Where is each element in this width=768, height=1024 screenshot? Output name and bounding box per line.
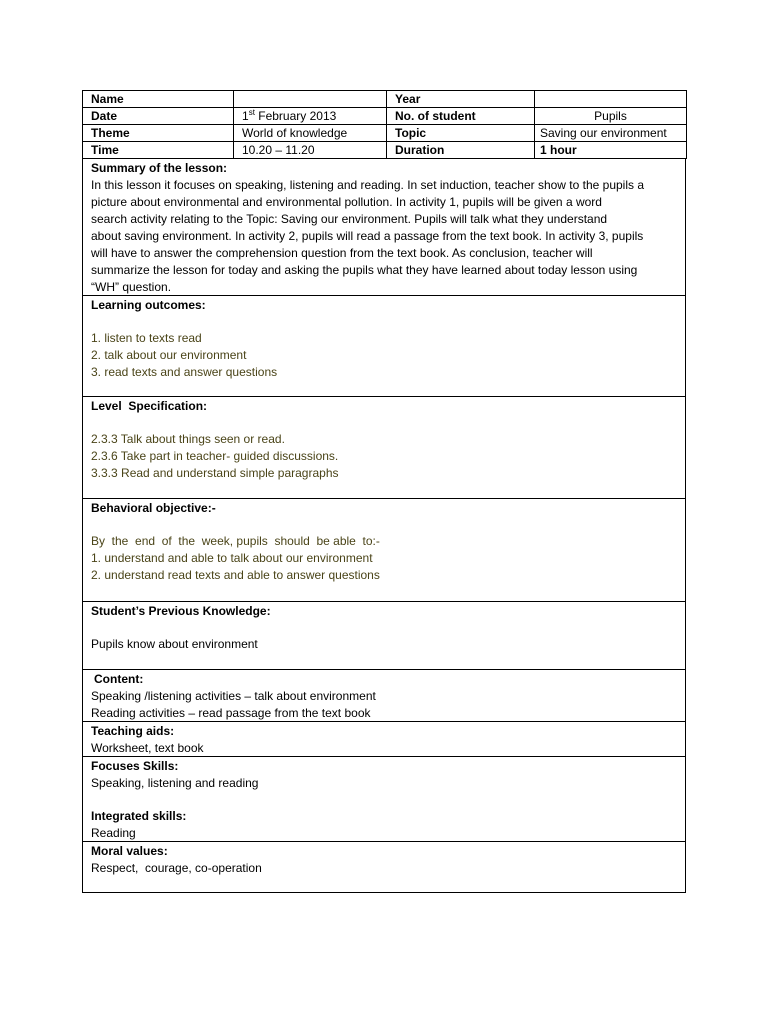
name-label: Name (83, 91, 234, 108)
lesson-plan (82, 90, 686, 893)
lesson-header-table (82, 90, 687, 159)
list-item: 2. understand read texts and able to answer questions (91, 568, 380, 582)
behavioral-title: Behavioral objective:- (91, 501, 216, 515)
list-item: 2.3.3 Talk about things seen or read. (91, 432, 285, 446)
header-row-theme (83, 125, 687, 142)
duration-value: 1 hour (535, 142, 687, 159)
summary-title: Summary of the lesson: (91, 161, 228, 175)
date-label: Date (83, 108, 234, 125)
summary-line: about saving environment. In activity 2, pupils will read a passage from the text book. In activity 3, pupils (91, 229, 644, 243)
list-item: 1. understand and able to talk about our environment (91, 551, 373, 565)
list-item: 2.3.6 Take part in teacher- guided discussions. (91, 449, 339, 463)
behavioral-section (82, 499, 686, 602)
list-item: Speaking /listening activities – talk about environment (91, 689, 376, 703)
duration-label: Duration (387, 142, 535, 159)
date-rest: February 2013 (254, 109, 337, 123)
theme-label: Theme (83, 125, 234, 142)
time-label: Time (83, 142, 234, 159)
focuses-section (82, 757, 686, 842)
topic-value: Saving our environment (535, 125, 687, 142)
integrated-text: Reading (91, 826, 136, 840)
content-title: Content: (94, 672, 144, 686)
time-value: 10.20 – 11.20 (234, 142, 387, 159)
date-suffix: st (248, 108, 255, 117)
behavioral-intro: By the end of the week, pupils should be able to:- (91, 534, 380, 548)
content-section (82, 670, 686, 722)
level-spec-section (82, 397, 686, 499)
integrated-title: Integrated skills: (91, 809, 187, 823)
summary-line: will have to answer the comprehension question from the text book. As conclusion, teacher will (91, 246, 593, 260)
level-spec-title: Level Specification: (91, 399, 208, 413)
students-label: No. of student (387, 108, 535, 125)
list-item: 1. listen to texts read (91, 331, 202, 345)
summary-line: picture about environmental and environmental pollution. In activity 1, pupils will be given a word (91, 195, 602, 209)
year-value (535, 91, 687, 108)
header-row-name (83, 91, 687, 108)
teaching-aids-title: Teaching aids: (91, 724, 175, 738)
header-row-time (83, 142, 687, 159)
year-label: Year (387, 91, 535, 108)
theme-value: World of knowledge (234, 125, 387, 142)
moral-text: Respect, courage, co-operation (91, 861, 262, 875)
teaching-aids-text: Worksheet, text book (91, 741, 204, 755)
learning-outcomes-section (82, 296, 686, 397)
moral-title: Moral values: (91, 844, 168, 858)
list-item: Reading activities – read passage from the text book (91, 706, 371, 720)
header-row-date (83, 108, 687, 125)
moral-section (82, 842, 686, 893)
date-day: 1 (242, 109, 249, 123)
list-item: 3.3.3 Read and understand simple paragraphs (91, 466, 339, 480)
summary-line: “WH” question. (91, 280, 172, 294)
summary-line: summarize the lesson for today and asking the pupils what they have learned about today lesson using (91, 263, 638, 277)
previous-knowledge-section (82, 602, 686, 670)
summary-line: search activity relating to the Topic: Saving our environment. Pupils will talk what they understand (91, 212, 608, 226)
previous-knowledge-text: Pupils know about environment (91, 637, 258, 651)
list-item: 2. talk about our environment (91, 348, 247, 362)
focuses-text: Speaking, listening and reading (91, 776, 259, 790)
teaching-aids-section (82, 722, 686, 757)
topic-label: Topic (387, 125, 535, 142)
name-value (234, 91, 387, 108)
students-value: Pupils (535, 108, 687, 125)
focuses-title: Focuses Skills: (91, 759, 179, 773)
previous-knowledge-title: Student’s Previous Knowledge: (91, 604, 271, 618)
list-item: 3. read texts and answer questions (91, 365, 278, 379)
learning-outcomes-title: Learning outcomes: (91, 298, 206, 312)
summary-line: In this lesson it focuses on speaking, listening and reading. In set induction, teacher show to the pupils a (91, 178, 645, 192)
date-value (234, 108, 387, 125)
summary-section (82, 159, 686, 296)
